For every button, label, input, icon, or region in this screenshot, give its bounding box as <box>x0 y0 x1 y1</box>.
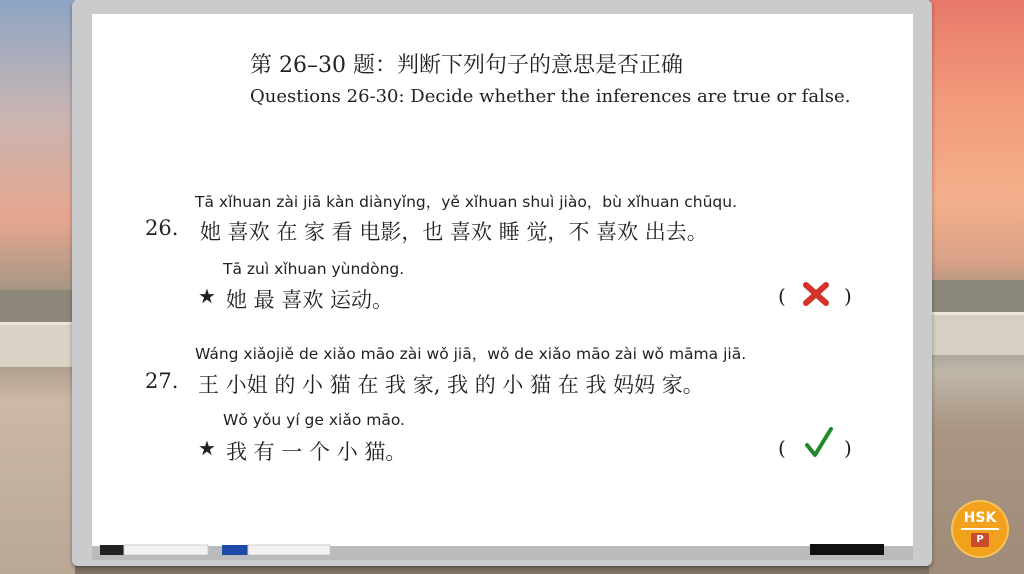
question-26-pinyin: Tā xǐhuan zài jiā kàn diànyǐng，yě xǐhuan shuì jiào，bù xǐhuan chūqu. <box>195 193 738 211</box>
answer-26-paren-open: ( <box>778 284 786 308</box>
black-marker-icon <box>100 543 210 555</box>
eraser-icon <box>810 543 886 555</box>
answer-27-paren-close: ) <box>844 436 852 460</box>
question-27-pinyin: Wáng xiǎojiě de xiǎo māo zài wǒ jiā，wǒ de xiǎo māo zài wǒ māma jiā. <box>195 345 747 363</box>
question-27-statement: 我 有 一 个 小 猫。 <box>226 440 407 464</box>
question-26-sentence: 她 喜欢 在 家 看 电影，也 喜欢 睡 觉，不 喜欢 出去。 <box>200 220 708 244</box>
whiteboard-tray <box>92 546 913 560</box>
background-sky-left <box>0 0 75 574</box>
hsk-logo-text: HSK <box>963 510 997 526</box>
star-icon: ★ <box>198 436 216 460</box>
cross-icon <box>802 281 830 307</box>
answer-26-paren-close: ) <box>844 284 852 308</box>
stone-railing-right <box>929 312 1024 355</box>
answer-27-paren-open: ( <box>778 436 786 460</box>
question-26-statement: 她 最 喜欢 运动。 <box>226 288 394 312</box>
logo-divider <box>961 528 999 530</box>
page-title: 第 26–30 题：判断下列句子的意思是否正确 <box>250 53 683 78</box>
question-27-statement-pinyin: Wǒ yǒu yí ge xiǎo māo. <box>223 411 405 429</box>
question-27-number: 27. <box>145 369 179 393</box>
powerpoint-icon: P <box>971 533 989 547</box>
question-26-statement-pinyin: Tā zuì xǐhuan yùndòng. <box>223 260 405 278</box>
star-icon: ★ <box>198 284 216 308</box>
page-subtitle: Questions 26-30: Decide whether the inferences are true or false. <box>250 86 851 107</box>
check-icon <box>804 426 834 460</box>
hsk-logo <box>951 500 1009 558</box>
question-26-number: 26. <box>145 216 179 240</box>
blue-marker-icon <box>222 543 332 555</box>
stone-railing-left <box>0 322 75 367</box>
question-27-sentence: 王 小姐 的 小 猫 在 我 家, 我 的 小 猫 在 我 妈妈 家。 <box>198 373 704 397</box>
